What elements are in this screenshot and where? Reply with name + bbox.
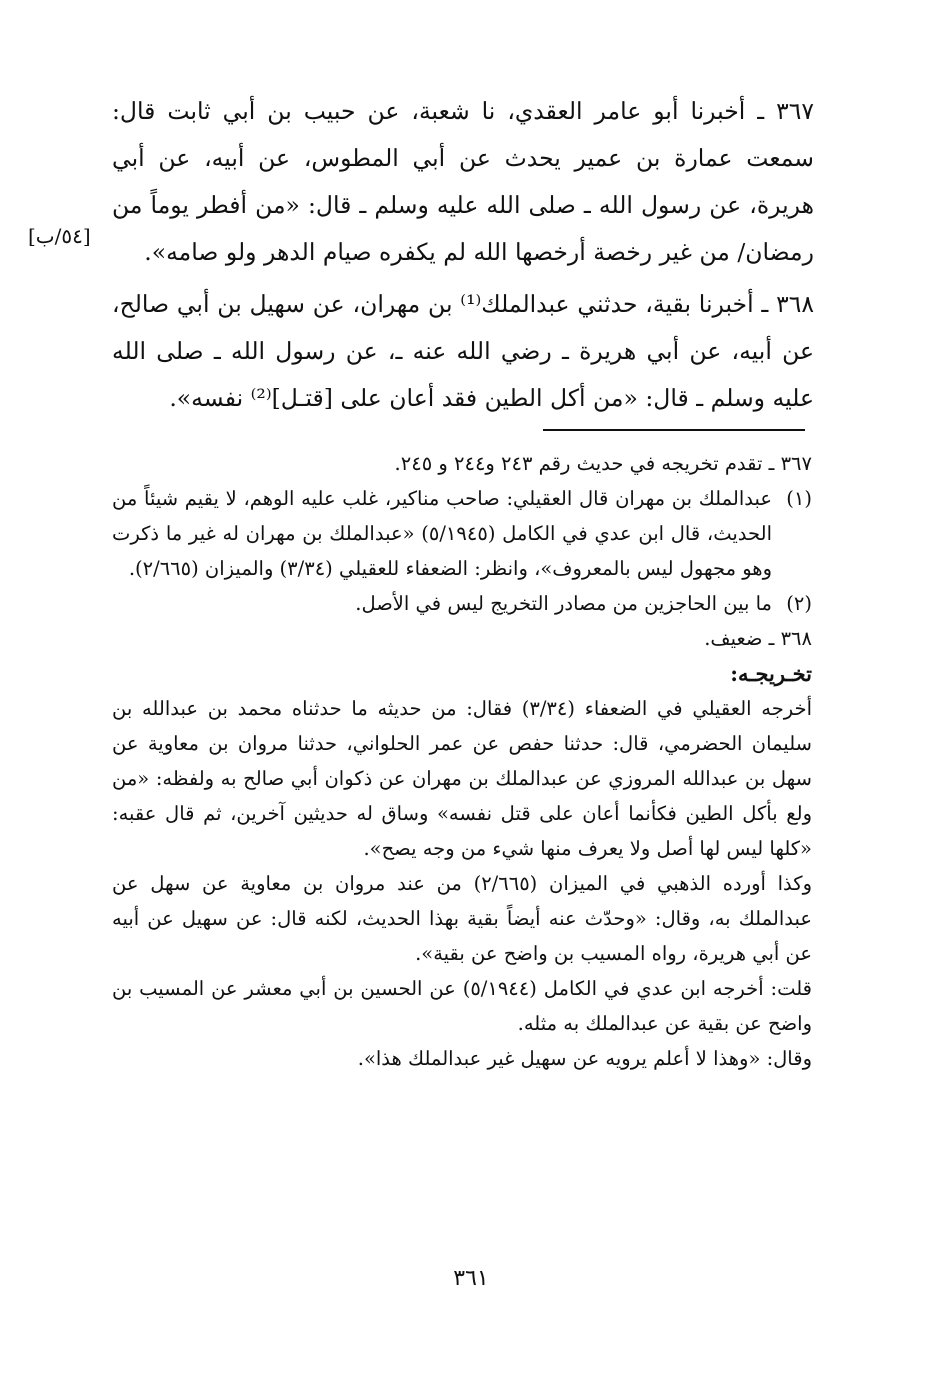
page-number: ٣٦١ xyxy=(453,1266,489,1291)
hadith-367 xyxy=(112,88,814,276)
footnote-2-text: ما بين الحاجزين من مصادر التخريج ليس في الأصل. xyxy=(355,592,772,615)
footnote-2-number: (٢) xyxy=(786,592,812,615)
takhrij-paragraph-3: قلت: أخرجه ابن عدي في الكامل (٥/١٩٤٤) عن الحسين بن أبي معشر عن المسيب بن واضح عن بقية عن عبدالملك به مثله. xyxy=(112,977,813,1035)
footnote-1-number: (١) xyxy=(786,487,812,510)
hadith-368 xyxy=(112,281,814,422)
takhrij-paragraph-2: وكذا أورده الذهبي في الميزان (٢/٦٦٥) من عند مروان بن معاوية عن سهل عن عبدالملك به، وقال: «وحدّث عنه أيضاً بقية بهذا الحديث، لكنه قال: عن سهيل عن أبيه عن أبي هريرة، رواه المسيب بن واضح عن بقية». xyxy=(112,872,812,965)
footnote-2 xyxy=(112,586,812,621)
takhrij-paragraph-4: وقال: «وهذا لا أعلم يرويه عن سهيل غير عبدالملك هذا». xyxy=(357,1047,812,1070)
takhrij-paragraph-1: أخرجه العقيلي في الضعفاء (٣/٣٤) فقال: من حديثه ما حدثناه محمد بن عبدالله بن سليمان الحضرمي، قال: حدثنا حفص عن عمر الحلواني، حدثنا مروان بن معاوية عن سهل بن عبدالله المروزي عن عبدالملك بن مهران عن ذكوان أبي صالح به ولفظه: «من ولع بأكل الطين فكأنما أعان على قتل نفسه» وساق له حديثين آخرين، ثم قال عقبه: «كلها ليس لها أصل ولا يعرف منها شيء من وجه يصح». xyxy=(112,697,812,860)
footnote-1-text: عبدالملك بن مهران قال العقيلي: صاحب مناكير، غلب عليه الوهم، لا يقيم شيئاً من الحديث، قال ابن عدي في الكامل (٥/١٩٤٥) «عبدالملك بن مهران له غير ما ذكرت وهو مجهول ليس بالمعروف»، وانظر: الضعفاء للعقيلي (٣/٣٤) والميزان (٢/٦٦٥). xyxy=(112,487,772,580)
manuscript-folio-marker: [٥٤/ب] xyxy=(28,224,91,248)
footnote-1 xyxy=(112,481,812,586)
hadith-368-text: ٣٦٨ ـ أخبرنا بقية، حدثني عبدالملك⁽¹⁾ بن مهران، عن سهيل بن أبي صالح، عن أبيه، عن أبي هريرة ـ رضي الله عنه ـ، عن رسول الله ـ صلى الله عليه وسلم ـ قال: «من أكل الطين فقد أعان على [قتـل]⁽²⁾ نفسه». xyxy=(112,290,814,412)
hadith-367-text: ٣٦٧ ـ أخبرنا أبو عامر العقدي، نا شعبة، عن حبيب بن أبي ثابت قال: سمعت عمارة بن عمير يحدث عن أبي المطوس، عن أبيه، عن أبي هريرة، عن رسول الله ـ صلى الله عليه وسلم ـ قال: «من أفطر يوماً من رمضان/ من غير رخصة أرخصها الله لم يكفره صيام الدهر ولو صامه». xyxy=(112,97,814,266)
footnotes-section xyxy=(112,446,812,1076)
takhrij-heading: تخـريجـه: xyxy=(730,661,812,686)
footnote-separator xyxy=(543,429,805,431)
note-368: ٣٦٨ ـ ضعيف. xyxy=(704,627,812,650)
note-367: ٣٦٧ ـ تقدم تخريجه في حديث رقم ٢٤٣ و٢٤٤ و ٢٤٥. xyxy=(394,452,812,475)
